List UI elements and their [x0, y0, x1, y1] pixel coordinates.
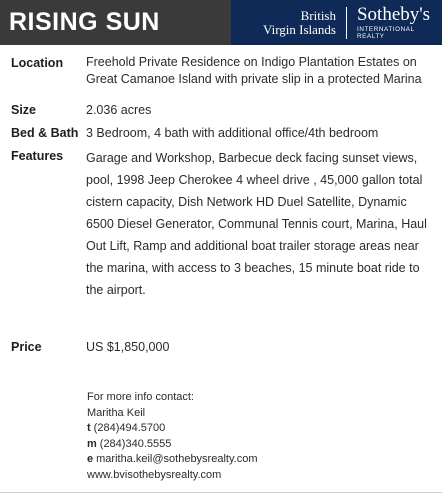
email-key: e: [87, 453, 94, 465]
features-value: Garage and Workshop, Barbecue deck facing sunset views, pool, 1998 Jeep Cherokee 4 wheel drive , 45,000 gallon total cistern capacity, Dish Network HD Duel Satellite, Dynamic 6500 Diesel Generator, Communal Tennis court, Marina, Haul Out Lift, Ramp and additional boat trailer storage areas near the marina, with access to 3 beaches, 15 minute boat ride to the airport.: [86, 151, 427, 297]
location-row: [11, 54, 436, 88]
phone-key: t: [87, 422, 91, 434]
contact-name: Maritha Keil: [87, 406, 146, 419]
mobile-key: m: [87, 437, 97, 450]
bed-bath-row: [11, 124, 436, 142]
size-label: Size: [11, 103, 37, 117]
price-label: Price: [11, 340, 42, 354]
sothebys-logo: [347, 5, 442, 40]
location-value: Freehold Private Residence on Indigo Plantation Estates on Great Camanoe Island with private slip in a protected Marina: [86, 55, 422, 86]
bed-bath-value: 3 Bedroom, 4 bath with additional office/4th bedroom: [86, 126, 379, 140]
mobile-value: (284)340.5555: [99, 437, 172, 450]
size-row: [11, 101, 436, 119]
website-link[interactable]: www.bvisothebysrealty.com: [87, 468, 222, 481]
features-row: [11, 147, 436, 301]
contact-block: [87, 390, 257, 483]
bvi-line-2: Virgin Islands: [262, 21, 336, 37]
phone-value: (284)494.5700: [93, 422, 166, 434]
header: [0, 0, 442, 45]
listing-title: RISING SUN: [9, 8, 160, 36]
bvi-logo-text: [231, 9, 346, 37]
title-block: [0, 0, 231, 45]
features-label: Features: [11, 149, 64, 163]
sothebys-subtitle: INTERNATIONAL REALTY: [356, 26, 415, 40]
location-label: Location: [11, 56, 64, 70]
price-value: US $1,850,000: [86, 340, 170, 354]
email-link[interactable]: maritha.keil@sothebysrealty.com: [96, 453, 258, 465]
contact-intro: For more info contact:: [87, 391, 194, 403]
bed-bath-label: Bed & Bath: [11, 126, 79, 140]
contact-email: [87, 452, 257, 468]
brand-block: [231, 0, 442, 45]
sothebys-name: Sotheby's: [356, 4, 431, 25]
contact-phone: [87, 421, 257, 437]
price-row: [11, 338, 436, 356]
size-value: 2.036 acres: [86, 103, 152, 117]
bvi-line-1: British: [300, 7, 336, 23]
contact-mobile: [87, 437, 257, 453]
